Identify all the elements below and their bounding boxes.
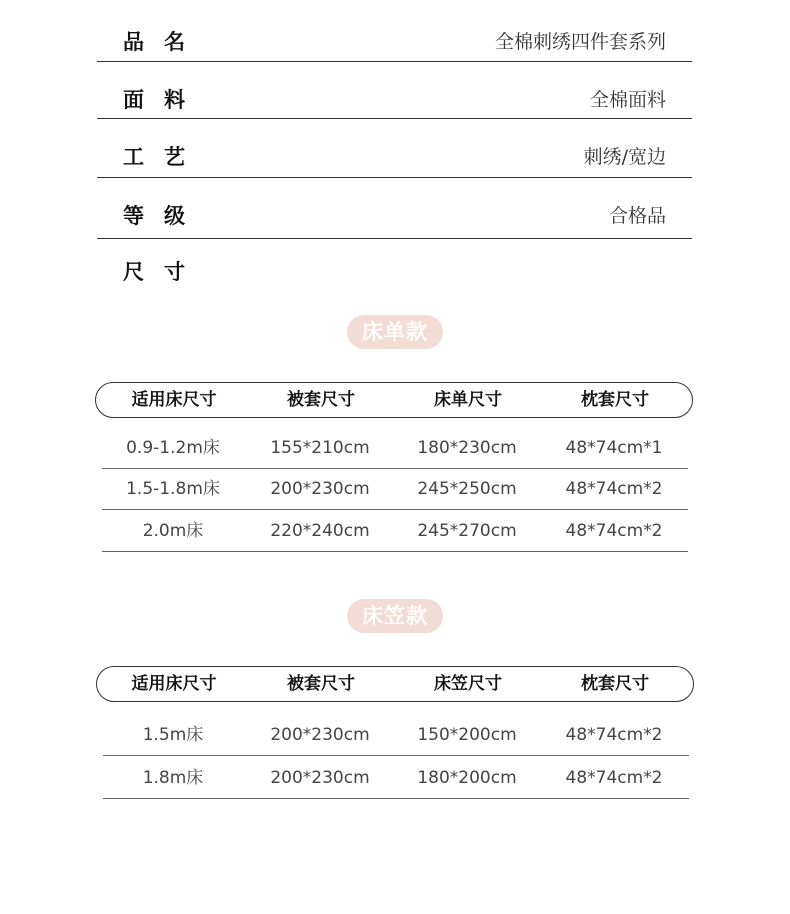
sheet-section-title: 床单款	[347, 315, 443, 349]
table-cell: 2.0m床	[142, 521, 204, 541]
table-cell: 245*270cm	[417, 521, 517, 541]
spec-label: 工艺	[123, 145, 205, 169]
spec-row-fabric	[97, 61, 692, 119]
header-cell: 床单尺寸	[434, 390, 502, 410]
fitted-table-header	[96, 666, 694, 702]
header-cell: 枕套尺寸	[581, 390, 649, 410]
table-row	[102, 428, 688, 469]
spec-value: 刺绣/宽边	[583, 146, 666, 168]
table-row	[102, 511, 688, 552]
table-cell: 245*250cm	[417, 479, 517, 499]
table-cell: 220*240cm	[270, 521, 370, 541]
table-row	[102, 469, 688, 510]
header-cell: 适用床尺寸	[131, 674, 217, 694]
table-cell: 48*74cm*2	[565, 725, 663, 745]
table-cell: 180*230cm	[417, 438, 517, 458]
header-cell: 床笠尺寸	[434, 674, 502, 694]
table-cell: 180*200cm	[417, 768, 517, 788]
sheet-table-header	[95, 382, 693, 418]
table-cell: 48*74cm*2	[565, 479, 663, 499]
spec-row-craft	[97, 118, 692, 178]
table-cell: 48*74cm*2	[565, 521, 663, 541]
table-cell: 48*74cm*1	[565, 438, 663, 458]
spec-value: 全棉面料	[589, 89, 666, 111]
table-cell: 150*200cm	[417, 725, 517, 745]
spec-label: 尺寸	[123, 260, 205, 284]
header-cell: 适用床尺寸	[131, 390, 217, 410]
table-cell: 48*74cm*2	[565, 768, 663, 788]
spec-row-name	[97, 24, 692, 62]
table-cell: 0.9-1.2m床	[126, 438, 220, 458]
fitted-section-title: 床笠款	[347, 599, 443, 633]
header-cell: 被套尺寸	[287, 674, 355, 694]
spec-row-size	[97, 238, 692, 288]
spec-label: 品名	[123, 30, 205, 54]
spec-value: 合格品	[608, 205, 666, 227]
spec-label: 面料	[123, 88, 205, 112]
table-row	[103, 758, 689, 799]
table-cell: 1.5m床	[142, 725, 204, 745]
table-cell: 155*210cm	[270, 438, 370, 458]
spec-row-grade	[97, 177, 692, 239]
table-cell: 200*230cm	[270, 725, 370, 745]
header-cell: 枕套尺寸	[581, 674, 649, 694]
spec-label: 等级	[123, 204, 205, 228]
table-cell: 1.5-1.8m床	[126, 479, 220, 499]
table-row	[103, 715, 689, 756]
table-cell: 1.8m床	[142, 768, 204, 788]
header-cell: 被套尺寸	[287, 390, 355, 410]
table-cell: 200*230cm	[270, 768, 370, 788]
spec-value: 全棉刺绣四件套系列	[494, 31, 666, 53]
table-cell: 200*230cm	[270, 479, 370, 499]
